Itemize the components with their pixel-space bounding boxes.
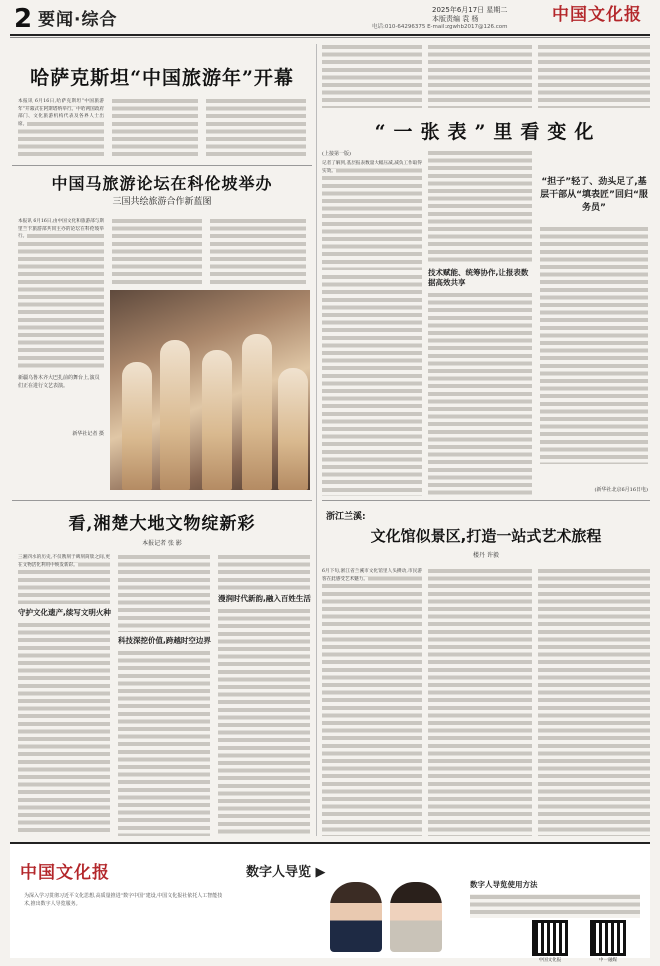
article1-body-col3 xyxy=(206,98,306,156)
article1-body-col1: 本报讯 6月16日,哈萨克斯坦“中国旅游年”开幕式在阿斯塔纳举行。中哈两国政府部门、文化旅游机构代表及各界人士出席。 xyxy=(18,98,104,156)
editor-contact: 电话:010-64296375 E-mail:zgwhb2017@126.com xyxy=(372,24,508,30)
digital-host-avatar xyxy=(330,882,382,952)
article3-subhead-2: 科技深挖价值,跨越时空边界 xyxy=(118,636,211,645)
article5-title: 文化馆似景区,打造一站式艺术旅程 xyxy=(370,527,602,545)
article3-body-col1b xyxy=(18,622,110,836)
article4-body-col2b xyxy=(428,292,532,496)
digital-guide-title[interactable]: 数字人导览 ▶ xyxy=(246,865,326,880)
article4-prelude-col2 xyxy=(428,44,532,108)
article5-body-col3 xyxy=(538,568,650,836)
article3-body-col2a xyxy=(118,554,210,632)
divider xyxy=(12,500,312,501)
article4-title: “一张表”里看变化 xyxy=(374,121,602,143)
guide-usage-title: 数字人导览使用方法 xyxy=(470,880,538,889)
dancer-figure xyxy=(160,340,190,490)
masthead-rule-thin xyxy=(10,37,650,38)
article3-byline: 本报记者 张 影 xyxy=(142,540,182,547)
digital-host-avatar xyxy=(390,882,442,952)
article3-subhead-3: 漫润时代新韵,融入百姓生活 xyxy=(218,594,311,603)
page-number: 2 xyxy=(14,4,33,34)
article4-prelude-col1 xyxy=(322,44,422,108)
article3-body-col3b xyxy=(218,608,310,836)
article4-box-title: “担子”轻了、劲头足了,基层干部从“填表匠”回归“服务员” xyxy=(540,177,648,213)
guide-usage-steps xyxy=(470,894,640,918)
article4-end-note: (新华社北京6月16日电) xyxy=(594,487,648,493)
date: 2025年6月17日 星期二 xyxy=(432,6,508,14)
digital-guide-description: 为深入学习贯彻习近平文化思想,高质量推进“数字中国”建设,中国文化报社依托人工智能技术,推出数字人导览服务。 xyxy=(24,893,223,907)
footer-logo: 中国文化报 xyxy=(20,863,110,883)
article3-subhead-1: 守护文化遗产,续写文明火种 xyxy=(18,608,111,617)
divider xyxy=(12,165,312,166)
article3-title: 看,湘楚大地文物绽新彩 xyxy=(68,514,256,534)
qr-code-icon[interactable] xyxy=(590,920,626,956)
paper-logo: 中国文化报 xyxy=(552,5,642,25)
dancer-figure xyxy=(242,334,272,490)
dancer-figure xyxy=(122,362,152,490)
article4-body-col2a xyxy=(428,150,532,262)
article5-body-col2 xyxy=(428,568,532,836)
article2-subtitle: 三国共绘旅游合作新蓝图 xyxy=(112,197,212,207)
article3-body-col1a: 三湘四水的历史,不仅镌刻于碑刻简牍之间,更在文物活化利用中焕发新彩。 xyxy=(18,554,110,604)
photo-credit: 新华社记者 摄 xyxy=(72,431,104,437)
article4-subhead: 技术赋能、统筹协作,让报表数据高效共享 xyxy=(428,268,529,287)
masthead-rule xyxy=(10,34,650,36)
dancer-figure xyxy=(202,350,232,490)
performance-photo xyxy=(110,290,310,490)
article2-title: 中国马旅游论坛在科伦坡举办 xyxy=(51,174,273,193)
photo-caption: 新疆乌鲁木齐大巴扎前的舞台上,演员们正在进行文艺表演。 xyxy=(18,375,100,389)
article4-body-col3 xyxy=(540,226,648,464)
article4-prelude-col3 xyxy=(538,44,650,108)
article1-body-col2 xyxy=(112,98,198,156)
article4-body-col1a: 记者了解到,基层报表数量大幅压减,减负工作取得实效。 xyxy=(322,160,422,270)
dancer-figure xyxy=(278,368,308,490)
qr1-label: 中国文化报 xyxy=(538,958,562,963)
article5-body-col1: 6月下旬,浙江省兰溪市文化馆里人头攒动,市民游客在此感受艺术魅力。 xyxy=(322,568,422,836)
qr2-label: 中一融媒 xyxy=(599,958,617,963)
article4-source: (上接第一版) xyxy=(322,151,351,157)
article2-body-col1: 本报讯 6月16日,由中国文化和旅游部与斯里兰卡旅游部共同主办的论坛在科伦坡举行。 xyxy=(18,218,104,368)
article5-kicker: 浙江兰溪: xyxy=(326,512,366,522)
qr-code-icon[interactable] xyxy=(532,920,568,956)
article1-title: 哈萨克斯坦“中国旅游年”开幕 xyxy=(30,67,294,89)
article5-byline: 楼丹 许毅 xyxy=(473,552,499,559)
column-divider xyxy=(316,44,317,836)
article4-body-col1b xyxy=(322,274,422,496)
article3-body-col2b xyxy=(118,650,210,836)
dateline xyxy=(432,6,542,24)
article3-body-col3a xyxy=(218,554,310,590)
edition-info: 本版责编 袁 杨 xyxy=(432,15,479,23)
section-title: 要闻·综合 xyxy=(38,10,118,30)
article2-body-col2 xyxy=(112,218,202,284)
article2-body-col3 xyxy=(210,218,306,284)
photo-caption-box xyxy=(18,374,104,494)
divider xyxy=(322,500,650,501)
